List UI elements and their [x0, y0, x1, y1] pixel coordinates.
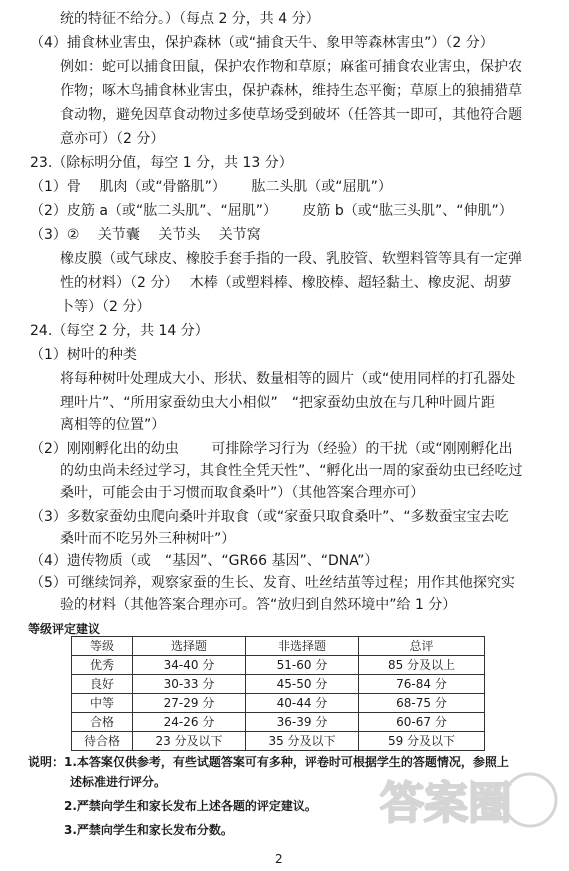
note-line-2: 述标准进行评分。 [70, 775, 167, 789]
table-cell: 76-84 分 [359, 675, 485, 694]
text-line-2: 例如：蛇可以捕食田鼠，保护农作物和草原；麻雀可捕食农业害虫，保护农 [60, 59, 522, 75]
table-cell: 60-67 分 [359, 713, 485, 732]
note-line-3: 2.严禁向学生和家长发布上述各题的评定建议。 [64, 799, 317, 813]
text-line-19: 的幼虫尚未经过学习，其食性全凭天性”、“孵化出一周的家蚕幼虫已经吃过 [60, 463, 523, 479]
text-line-25-visible: 验的材料（其他答案合理亦可。答“放归到自然环境中”给 1 分） [60, 597, 457, 613]
table-cell: 51-60 分 [246, 656, 359, 675]
text-line-17: 离相等的位置”） [60, 417, 166, 433]
table-cell: 中等 [72, 694, 133, 713]
table-row [72, 675, 485, 694]
table-cell: 36-39 分 [246, 713, 359, 732]
table-cell: 35 分及以下 [246, 732, 359, 751]
text-line-4: 食动物，避免因草食动物过多使草场受到破坏（任答其一即可，其他符合题 [60, 107, 522, 123]
note-line-4: 3.严禁向学生和家长发布分数。 [64, 823, 233, 837]
text-line-10: 橡皮膜（或气球皮、橡胶手套手指的一段、乳胶管、软塑料管等具有一定弹 [60, 251, 522, 267]
text-line-9: （3）② 关节囊 关节头 关节窝 [30, 227, 261, 243]
table-cell: 34-40 分 [133, 656, 246, 675]
question-24-heading: 24.（每空 2 分，共 14 分） [30, 323, 209, 339]
table-cell: 优秀 [72, 656, 133, 675]
header-cell: 非选择题 [246, 637, 359, 656]
text-line-3: 作物；啄木鸟捕食林业害虫，保护森林，维持生态平衡；草原上的狼捕猎草 [60, 83, 522, 99]
table-cell: 45-50 分 [246, 675, 359, 694]
table-cell: 合格 [72, 713, 133, 732]
note-line-1: 说明：1.本答案仅供参考，有些试题答案可有多种，评卷时可根据学生的答题情况，参照上 [28, 755, 509, 769]
table-cell: 良好 [72, 675, 133, 694]
grade-table [71, 636, 485, 751]
question-23-heading: 23.（除标明分值，每空 1 分，共 13 分） [30, 155, 293, 171]
text-line-12: 卜等）（2 分） [60, 299, 151, 315]
table-cell: 待合格 [72, 732, 133, 751]
text-line-20: 桑叶，可能会由于习惯而取食桑叶”）（其他答案合理亦可） [60, 485, 425, 501]
text-line-11: 性的材料）（2 分） 木棒（或塑料棒、橡胶棒、超轻黏土、橡皮泥、胡萝 [60, 275, 512, 291]
table-cell: 27-29 分 [133, 694, 246, 713]
text-line-16: 理叶片”、“所用家蚕幼虫大小相似” “把家蚕幼虫放在与几种叶圆片距 [60, 395, 496, 411]
text-line-24-visible: （5）可继续饲养，观察家蚕的生长、发育、吐丝结茧等过程；用作其他探究实 [30, 575, 515, 591]
table-cell: 59 分及以下 [359, 732, 485, 751]
table-row [72, 656, 485, 675]
grade-section-title: 等级评定建议 [28, 622, 101, 636]
text-line-7: （1）骨 肌肉（或“骨骼肌”） 肱二头肌（或“屈肌”） [30, 179, 392, 195]
text-line-18: （2）刚刚孵化出的幼虫 可排除学习行为（经验）的干扰（或“刚刚孵化出 [30, 441, 513, 457]
watermark-logo [370, 760, 560, 860]
text-line-1: （4）捕食林业害虫，保护森林（或“捕食天牛、象甲等森林害虫”）（2 分） [30, 35, 494, 51]
text-line-21: （3）多数家蚕幼虫爬向桑叶并取食（或“家蚕只取食桑叶”、“多数蚕宝宝去吃 [30, 509, 509, 525]
header-cell: 等级 [72, 637, 133, 656]
watermark-text: 答案圈 [380, 778, 512, 829]
text-line-14: （1）树叶的种类 [30, 347, 137, 363]
table-cell: 68-75 分 [359, 694, 485, 713]
table-cell: 85 分及以上 [359, 656, 485, 675]
table-cell: 40-44 分 [246, 694, 359, 713]
table-row [72, 713, 485, 732]
text-line-8: （2）皮筋 a（或“肱二头肌”、“屈肌”） 皮筋 b（或“肱三头肌”、“伸肌”） [30, 203, 513, 219]
text-line-22: 桑叶而不吃另外三种树叶”） [60, 531, 236, 547]
table-cell: 23 分及以下 [133, 732, 246, 751]
text-line-23: （4）遗传物质（或 “基因”、“GR66 基因”、“DNA”） [30, 553, 379, 569]
table-cell: 30-33 分 [133, 675, 246, 694]
text-line-15: 将每种树叶处理成大小、形状、数量相等的圆片（或“使用同样的打孔器处 [60, 371, 516, 387]
text-line-0: 统的特征不给分。）（每点 2 分，共 4 分） [60, 11, 320, 27]
text-line-5: 意亦可）（2 分） [60, 131, 165, 147]
page-number: 2 [275, 852, 283, 866]
header-cell: 总评 [359, 637, 485, 656]
grade-table-header-row [72, 637, 485, 656]
header-cell: 选择题 [133, 637, 246, 656]
table-cell: 24-26 分 [133, 713, 246, 732]
table-row [72, 732, 485, 751]
table-row [72, 694, 485, 713]
